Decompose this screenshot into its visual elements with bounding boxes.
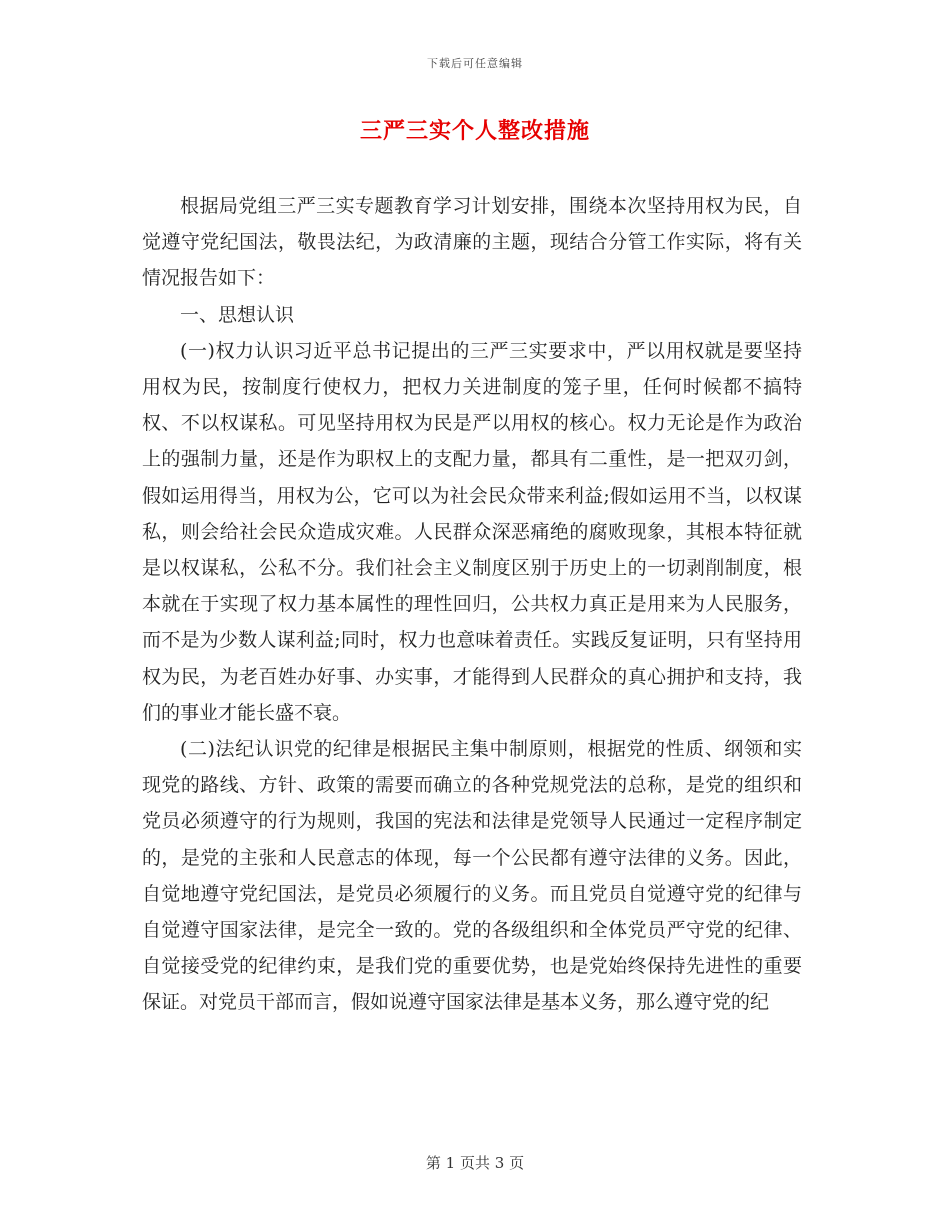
header-note: 下载后可任意编辑 (427, 57, 523, 70)
document-title: 三严三实个人整改措施 (359, 118, 590, 144)
page-indicator: 第 1 页共 3 页 (425, 1154, 525, 1172)
section-heading-thinking: 一、思想认识 (180, 303, 295, 326)
paragraph-intro: 根据局党组三严三实专题教育学习计划安排，围绕本次坚持用权为民，自觉遵守党纪国法，敬畏法纪，为政清廉的主题，现结合分管工作实际，将有关情况报告如下： (142, 195, 802, 290)
paragraph-power-awareness: (一)权力认识习近平总书记提出的三严三实要求中，严以用权就是要坚持用权为民，按制度行使权力，把权力关进制度的笼子里，任何时候都不搞特权、不以权谋私。可见坚持用权为民是严以用权的核心。权力无论是作为政治上的强制力量，还是作为职权上的支配力量，都具有二重性，是一把双刃剑，假如运用得当，用权为公，它可以为社会民众带来利益;假如运用不当，以权谋私，则会给社会民众造成灾难。人民群众深恶痛绝的腐败现象，其根本特征就是以权谋私，公私不分。我们社会主义制度区别于历史上的一切剥削制度，根本就在于实现了权力基本属性的理性回归，公共权力真正是用来为人民服务，而不是为少数人谋利益;同时，权力也意味着责任。实践反复证明，只有坚持用权为民，为老百姓办好事、办实事，才能得到人民群众的真心拥护和支持，我们的事业才能长盛不衰。 (142, 339, 802, 724)
document-body (142, 188, 802, 1021)
paragraph-discipline-awareness: (二)法纪认识党的纪律是根据民主集中制原则，根据党的性质、纲领和实现党的路线、方针、政策的需要而确立的各种党规党法的总称，是党的组织和党员必须遵守的行为规则，我国的宪法和法律是党领导人民通过一定程序制定的，是党的主张和人民意志的体现，每一个公民都有遵守法律的义务。因此，自觉地遵守党纪国法，是党员必须履行的义务。而且党员自觉遵守党的纪律与自觉遵守国家法律，是完全一致的。党的各级组织和全体党员严守党的纪律、自觉接受党的纪律约束，是我们党的重要优势，也是党始终保持先进性的重要保证。对党员干部而言，假如说遵守国家法律是基本义务，那么遵守党的纪 (142, 738, 802, 1014)
